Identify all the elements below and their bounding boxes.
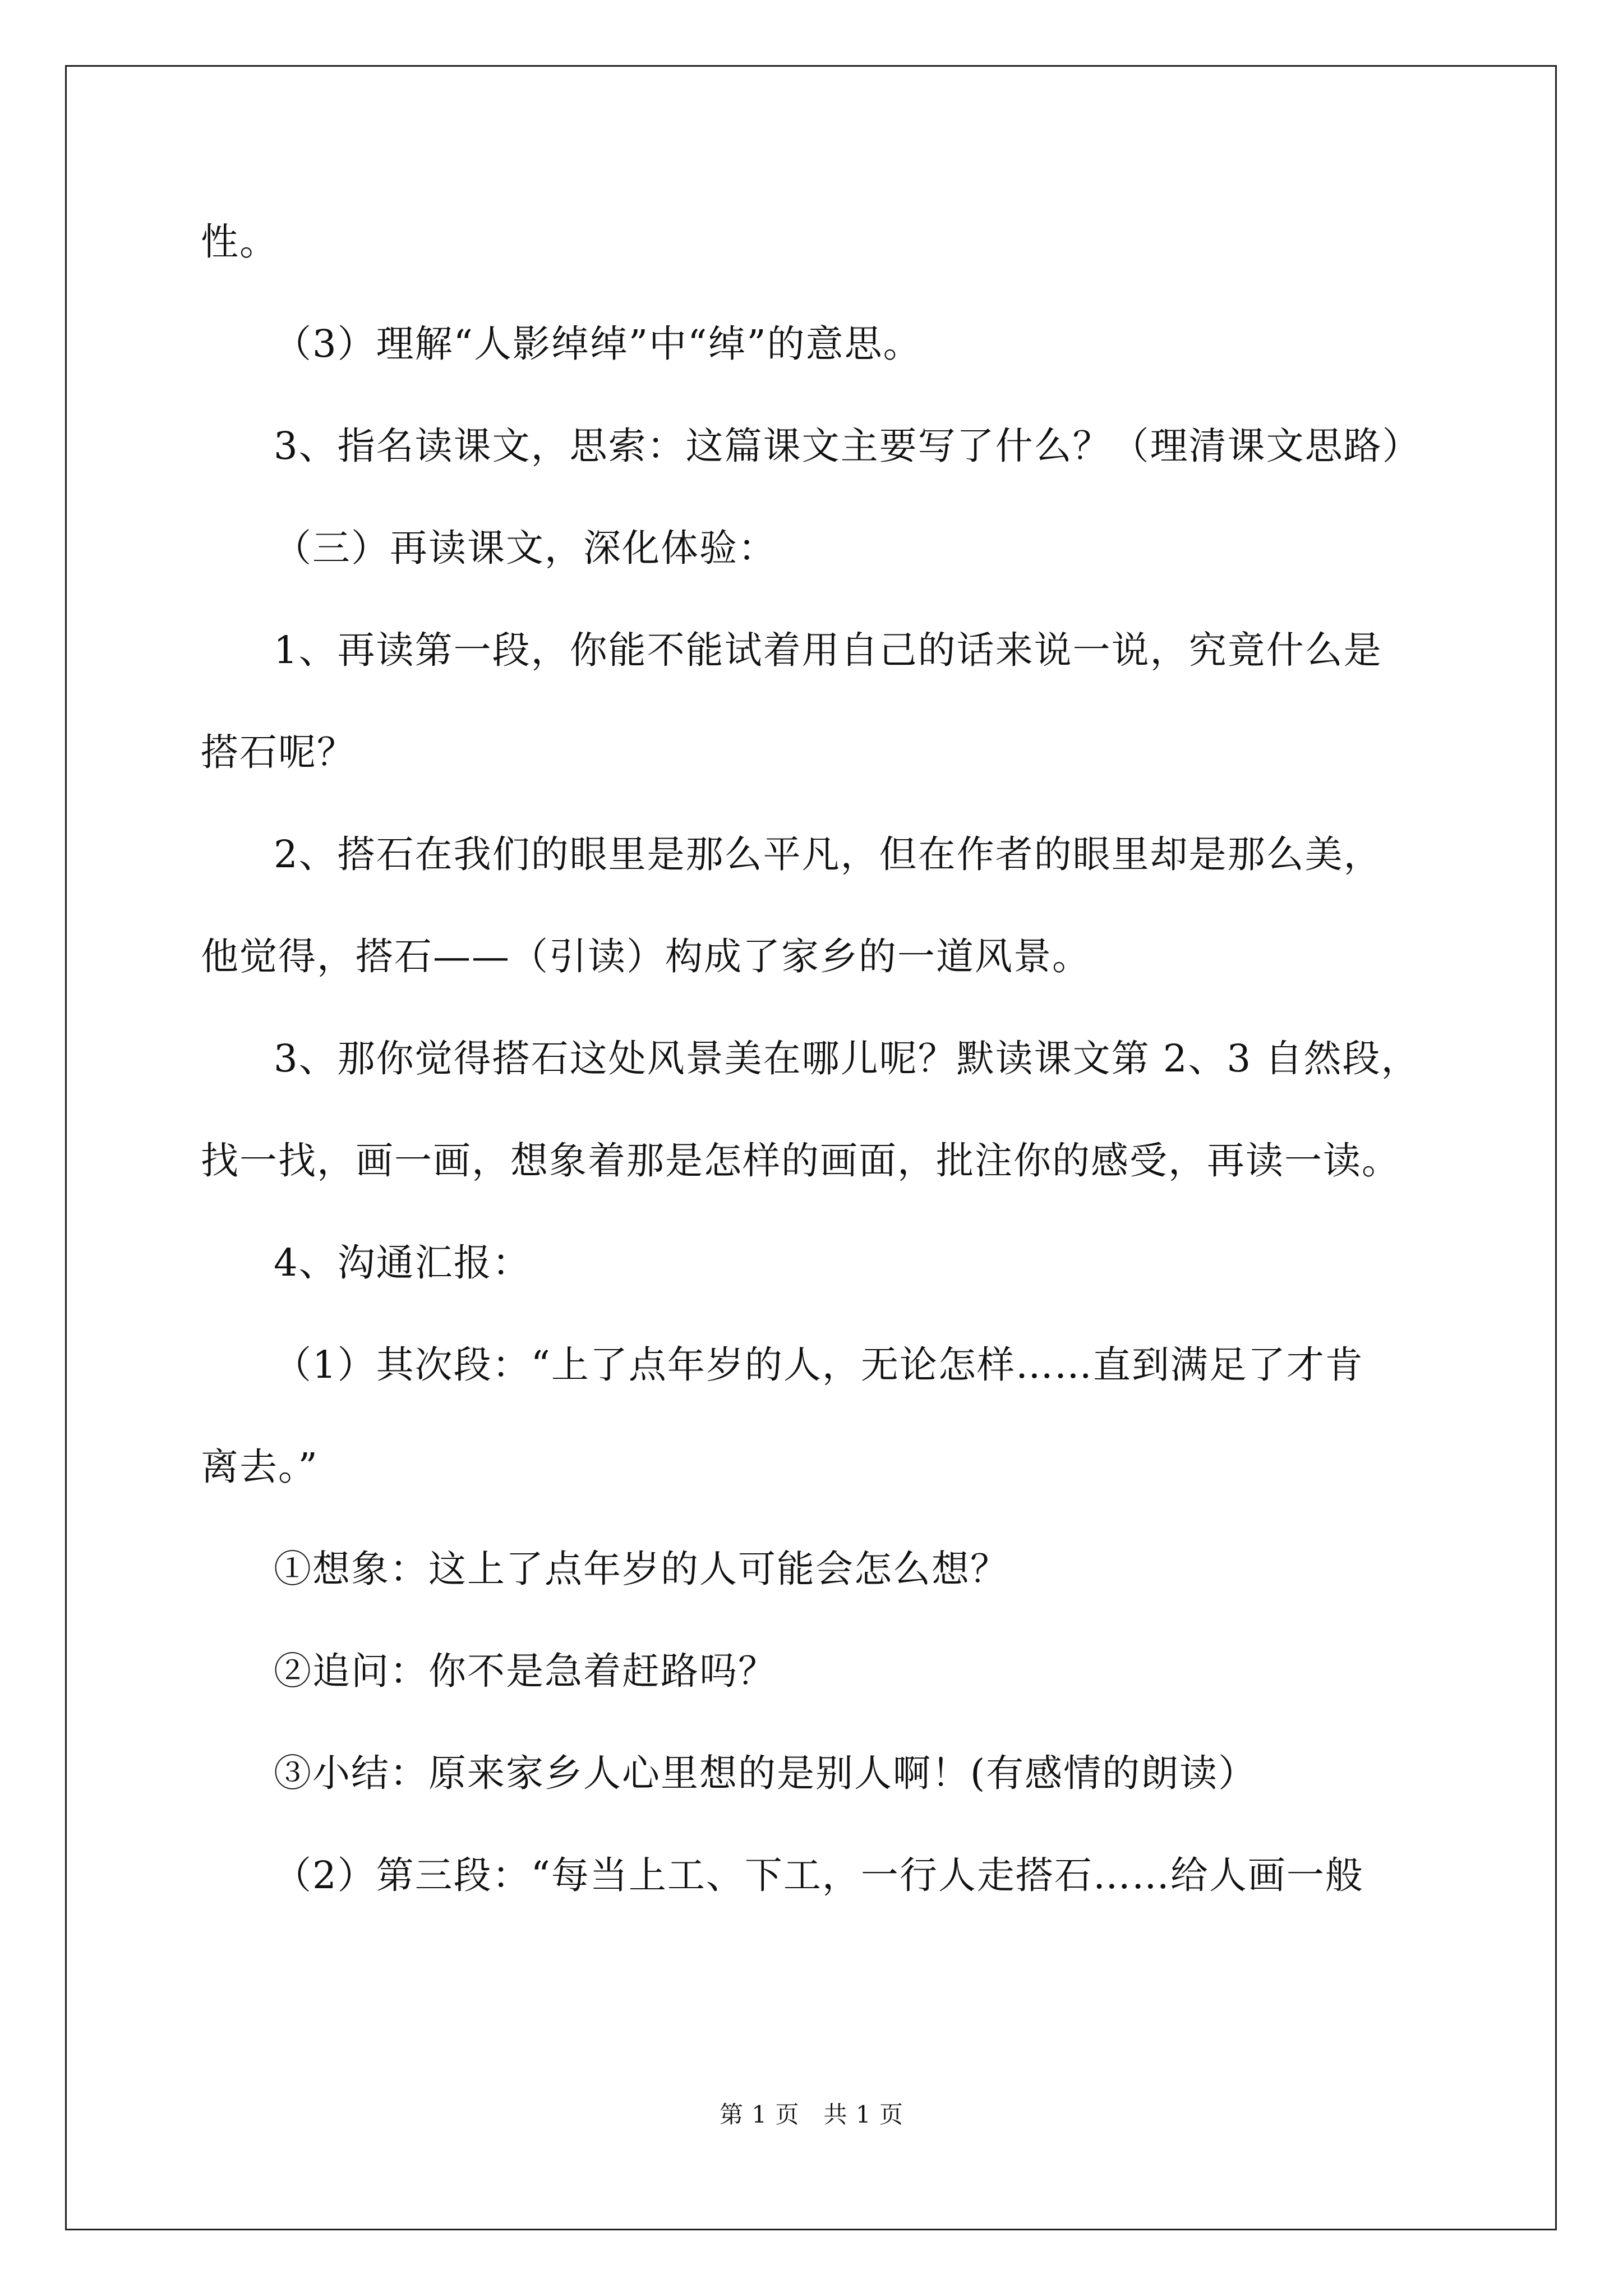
text-line: ③小结：原来家乡人心里想的是别人啊！(有感情的朗读） — [274, 1751, 1257, 1795]
text-line: 1、再读第一段，你能不能试着用自己的话来说一说，究竟什么是 — [274, 628, 1382, 672]
text-line: 找一找，画一画，想象着那是怎样的画面，批注你的感受，再读一读。 — [201, 1139, 1400, 1182]
text-line: （三）再读课文，深化体验： — [274, 526, 777, 570]
text-line: ②追问：你不是急着赶路吗？ — [274, 1649, 777, 1693]
text-line: 3、那你觉得搭石这处风景美在哪儿呢？默读课文第 2、3 自然段， — [274, 1037, 1420, 1080]
text-line: 3、指名读课文，思索：这篇课文主要写了什么？（理清课文思路） — [274, 424, 1421, 468]
text-line: 搭石呢？ — [201, 730, 356, 774]
text-line: 他觉得，搭石——（引读）构成了家乡的一道风景。 — [201, 935, 1091, 978]
text-line: ①想象：这上了点年岁的人可能会怎么想？ — [274, 1547, 1009, 1591]
page-footer: 第 1 页 共 1 页 — [720, 2101, 903, 2128]
text-line: （1）其次段：“上了点年岁的人，无论怎样……直到满足了才肯 — [274, 1343, 1364, 1387]
text-line: （2）第三段：“每当上工、下工，一行人走搭石……给人画一般 — [274, 1853, 1364, 1897]
text-line: 性。 — [201, 220, 278, 264]
text-line: 离去。” — [201, 1445, 319, 1489]
text-line: 4、沟通汇报： — [274, 1241, 531, 1285]
text-line: （3）理解“人影绰绰”中“绰”的意思。 — [274, 322, 922, 366]
text-line: 2、搭石在我们的眼里是那么平凡，但在作者的眼里却是那么美， — [274, 832, 1382, 876]
